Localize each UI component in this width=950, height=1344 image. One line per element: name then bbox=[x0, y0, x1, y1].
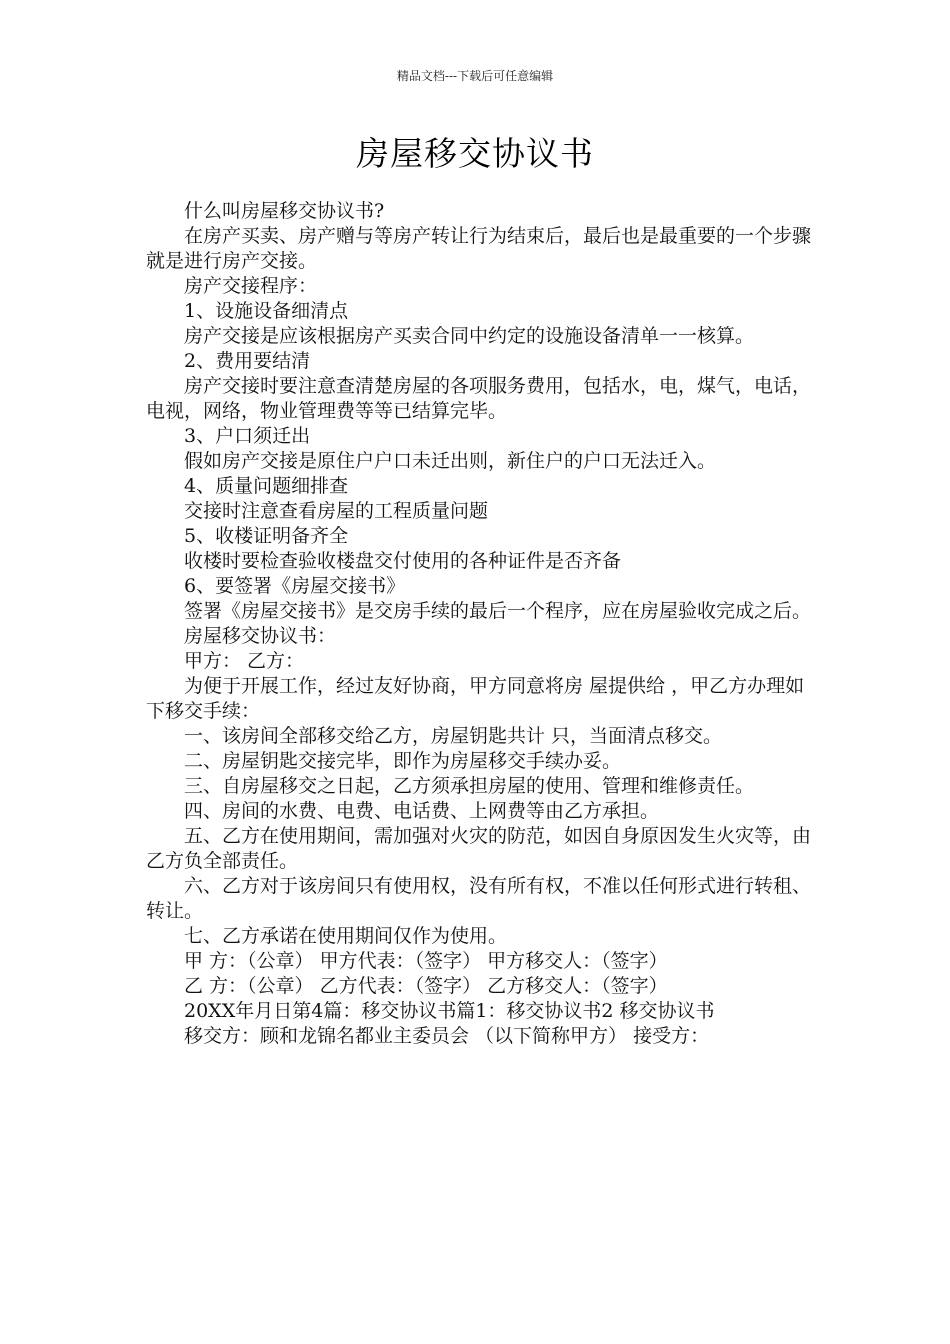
paragraph: 一、该房间全部移交给乙方，房屋钥匙共计 只，当面清点移交。 bbox=[184, 725, 723, 747]
paragraph: 七、乙方承诺在使用期间仅作为使用。 bbox=[184, 925, 508, 947]
paragraph: 在房产买卖、房产赠与等房产转让行为结束后，最后也是最重要的一个步骤就是进行房产交接。 bbox=[146, 225, 812, 272]
paragraph: 房产交接是应该根据房产买卖合同中约定的设施设备清单一一核算。 bbox=[184, 325, 755, 347]
paragraph: 三、自房屋移交之日起，乙方须承担房屋的使用、管理和维修责任。 bbox=[184, 775, 755, 797]
paragraph: 6、要签署《房屋交接书》 bbox=[184, 575, 406, 597]
page-header: 精品文档---下载后可任意编辑 bbox=[396, 69, 554, 83]
paragraph: 四、房间的水费、电费、电话费、上网费等由乙方承担。 bbox=[184, 800, 660, 822]
paragraph: 1、设施设备细清点 bbox=[184, 300, 349, 322]
paragraph: 3、户口须迁出 bbox=[184, 425, 311, 447]
paragraph: 五、乙方在使用期间，需加强对火灾的防范，如因自身原因发生火灾等，由乙方负全部责任。 bbox=[146, 825, 812, 872]
paragraph: 二、房屋钥匙交接完毕，即作为房屋移交手续办妥。 bbox=[184, 750, 622, 772]
signature-line-party-b: 乙 方：（公章） 乙方代表：（签字） 乙方移交人：（签字） bbox=[184, 975, 668, 997]
paragraph: 收楼时要检查验收楼盘交付使用的各种证件是否齐备 bbox=[184, 550, 622, 572]
paragraph: 为便于开展工作，经过友好协商，甲方同意将房 屋提供给 ，甲乙方办理如下移交手续： bbox=[146, 675, 805, 722]
paragraph: 房产交接程序： bbox=[184, 275, 318, 297]
paragraph: 假如房产交接是原住户户口未迁出则，新住户的户口无法迁入。 bbox=[184, 450, 717, 472]
paragraph: 房屋移交协议书： bbox=[184, 625, 337, 647]
paragraph: 甲方： 乙方： bbox=[184, 650, 305, 672]
paragraph: 移交方：顾和龙锦名都业主委员会 （以下简称甲方） 接受方： bbox=[184, 1025, 710, 1047]
paragraph: 交接时注意查看房屋的工程质量问题 bbox=[184, 500, 489, 522]
paragraph: 5、收楼证明备齐全 bbox=[184, 525, 349, 547]
paragraph: 房产交接时要注意查清楚房屋的各项服务费用，包括水，电，煤气，电话，电视，网络，物业管理费等等已结算完毕。 bbox=[146, 375, 812, 422]
document-title: 房屋移交协议书 bbox=[356, 134, 594, 173]
document-body bbox=[146, 199, 822, 1049]
paragraph: 什么叫房屋移交协议书? bbox=[184, 200, 385, 222]
paragraph: 2、费用要结清 bbox=[184, 350, 311, 372]
paragraph: 4、质量问题细排查 bbox=[184, 475, 349, 497]
paragraph: 六、乙方对于该房间只有使用权，没有所有权，不准以任何形式进行转租、转让。 bbox=[146, 875, 812, 922]
paragraph: 20XX年月日第4篇：移交协议书篇1：移交协议书2 移交协议书 bbox=[184, 1000, 715, 1022]
signature-line-party-a: 甲 方：（公章） 甲方代表：（签字） 甲方移交人：（签字） bbox=[184, 950, 668, 972]
paragraph: 签署《房屋交接书》是交房手续的最后一个程序，应在房屋验收完成之后。 bbox=[184, 600, 812, 622]
